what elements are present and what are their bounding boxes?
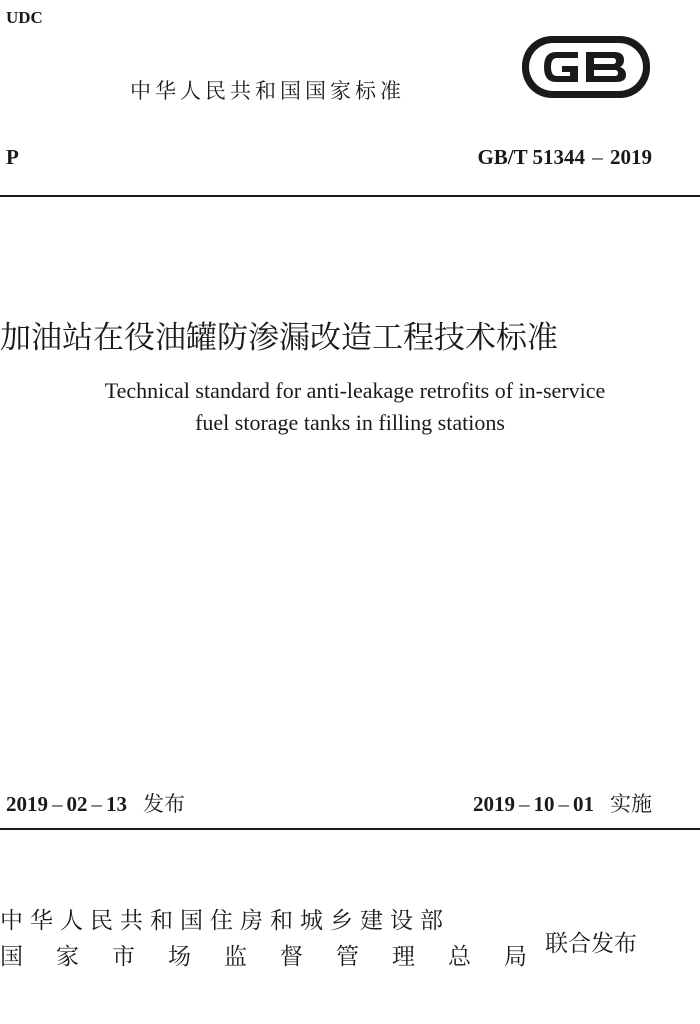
udc-label: UDC [6,8,43,27]
publish-year: 2019 [6,792,48,816]
issuing-authorities [0,903,560,975]
standard-number [477,145,652,170]
national-standard-heading: 中华人民共和国国家标准 [130,79,405,103]
title-english-line2: fuel storage tanks in filling stations [195,410,505,435]
gb-logo [520,34,652,100]
classification-code: P [6,145,19,169]
top-divider [0,195,700,197]
date-dash: – [91,792,102,816]
publish-month: 02 [66,792,88,816]
standard-number-year: 2019 [610,145,652,169]
implement-day: 01 [573,792,594,816]
issuer-line2: 国家市场监督管理总局 [0,944,560,970]
date-dash: – [519,792,530,816]
standard-number-prefix: GB/T 51344 [477,145,585,169]
title-chinese: 加油站在役油罐防渗漏改造工程技术标准 [0,320,558,356]
standard-number-dash: – [592,145,603,169]
date-dash: – [52,792,63,816]
date-dash: – [558,792,569,816]
title-english-line1: Technical standard for anti-leakage retrofits of in-service [104,378,606,403]
implement-month: 10 [533,792,555,816]
joint-issue-label: 联合发布 [545,931,637,957]
issuer-line1: 中华人民共和国住房和城乡建设部 [0,908,450,934]
title-english [0,375,700,439]
implement-label: 实施 [610,792,652,816]
bottom-divider [0,828,700,830]
publish-day: 13 [106,792,127,816]
implement-date [473,788,652,818]
publish-date [6,788,185,818]
implement-year: 2019 [473,792,515,816]
publish-label: 发布 [143,792,185,816]
